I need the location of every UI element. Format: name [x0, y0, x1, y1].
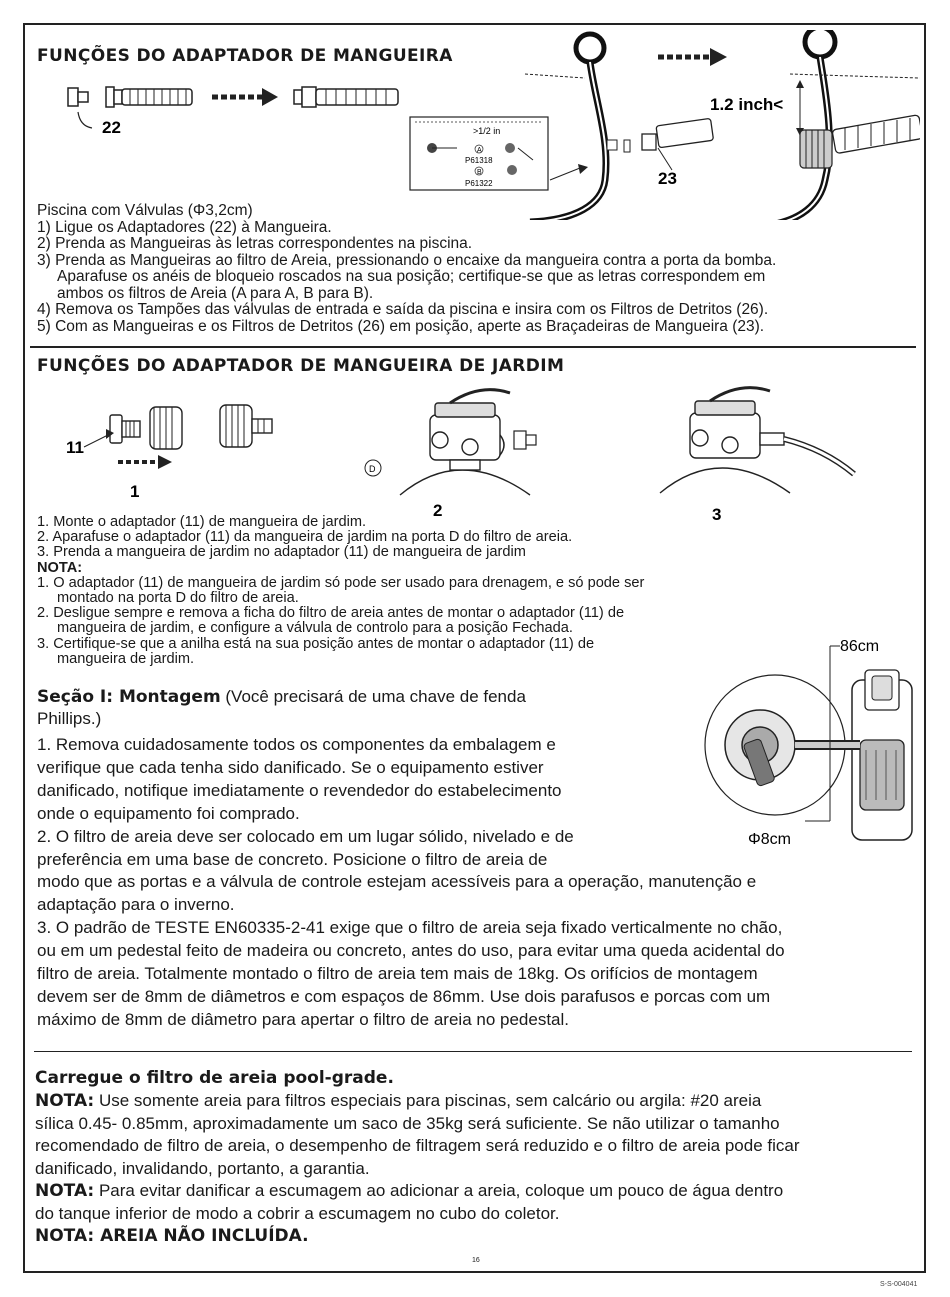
- svg-text:A: A: [477, 147, 482, 154]
- hose-clamp-icon: [642, 118, 714, 150]
- section3-title-note: (Você precisará de uma chave de fenda: [220, 687, 526, 706]
- sand-filter-valve-icon: [400, 390, 530, 495]
- hose-adapter-figure: [30, 30, 920, 220]
- svg-text:P61322: P61322: [465, 179, 493, 188]
- adapter-11-icon: [110, 407, 182, 449]
- label-23: 23: [658, 169, 677, 188]
- section2-title: FUNÇÕES DO ADAPTADOR DE MANGUEIRA DE JARDIM: [37, 356, 565, 376]
- svg-text:B: B: [477, 169, 482, 176]
- divider-2: [34, 1051, 912, 1052]
- label-22: 22: [102, 118, 121, 137]
- page-number: 16: [472, 1257, 480, 1264]
- dim-86cm: 86cm: [840, 638, 880, 655]
- section3-heading: Seção I: Montagem (Você precisará de uma chave de fenda Phillips.): [37, 687, 526, 728]
- adapter-assembled-icon: [220, 405, 272, 447]
- step-2-number: 2: [433, 501, 443, 520]
- mounting-diagram: [700, 630, 920, 860]
- label-11: 11: [66, 438, 84, 457]
- pool-wall-line: [525, 74, 585, 78]
- svg-text:P61318: P61318: [465, 156, 493, 165]
- step-3-number: 3: [712, 505, 722, 524]
- dim-8cm: Φ8cm: [748, 831, 791, 848]
- wall-fitting-icon: [800, 130, 832, 168]
- svg-text:D: D: [369, 464, 376, 474]
- section1-title: FUNÇÕES DO ADAPTADOR DE MANGUEIRA: [37, 46, 453, 66]
- document-code: S-S-004041: [880, 1281, 918, 1288]
- adapter-22-icon: [68, 87, 122, 107]
- garden-hose-figure: [30, 375, 890, 525]
- section4-title: Carregue o filtro de areia pool-grade.: [35, 1068, 394, 1088]
- sand-filter-hose-icon: [660, 388, 790, 493]
- svg-text:>1/2 in: >1/2 in: [473, 126, 501, 136]
- label-inch: 1.2 inch<: [710, 95, 784, 114]
- section3-text-narrow: 1. Remova cuidadosamente todos os componentes da embalagem e verifique que cada tenha sido danificado. Se o equipamento estiver danificado, notifique imediatamente o revendedor do estabelecimento onde o equipamento foi comprado. 2. O filtro de areia deve ser colocado em um lugar sólido, nivelado e de preferência em uma base de concreto. Posicione o filtro de areia de: [37, 735, 574, 869]
- hose-segment-icon: [122, 89, 192, 105]
- divider-1: [30, 346, 916, 348]
- assembled-hose-icon: [294, 87, 398, 107]
- section1-text: Piscina com Válvulas (Φ3,2cm) 1) Ligue os Adaptadores (22) à Mangueira. 2) Prenda as Mangueiras às letras correspondentes na piscina. 3) Prenda as Mangueiras ao filtro de Areia, pressionando o encaixe da mangueira contra a porta da bomba. Aparafuse os anéis de bloqueio roscados na sua posição; certifique-se que as letras correspondem em ambos os filtros de Areia (A para A, B para B). 4) Remova os Tampões das válvulas de entrada e saída da piscina e insira com os Filtros de Detritos (26). 5) Com as Mangueiras e os Filtros de Detritos (26) em posição, aperte as Braçadeiras de Mangueira (23).: [37, 202, 777, 335]
- step-1-number: 1: [130, 482, 140, 501]
- garden-hose-line: [784, 439, 854, 474]
- section3-title: Seção I: Montagem: [37, 687, 221, 707]
- section2-text: 1. Monte o adaptador (11) de mangueira de jardim. 2. Aparafuse o adaptador (11) da mangueira de jardim na porta D do filtro de areia. 3. Prenda a mangueira de jardim no adaptador (11) de mangueira de jardim NOTA: 1. O adaptador (11) de mangueira de jardim só pode ser usado para drenagem, e só pode ser montado na porta D do filtro de areia. 2. Desligue sempre e remova a ficha do filtro de areia antes de montar o adaptador (11) de mangueira de jardim, e configure a válvula de controlo para a posição Fechada. 3. Certifique-se que a anilha está na sua posição antes de montar o adaptador (11) de mangueira de jardim.: [37, 514, 645, 667]
- section3-text-wide: modo que as portas e a válvula de controle estejam acessíveis para a operação, manutenção e adaptação para o inverno. 3. O padrão de TESTE EN60335-2-41 exige que o filtro de areia seja fixado verticalmente no chão, ou em um pedestal feito de madeira ou concreto, antes do uso, para evitar uma queda acidental do filtro de areia. Totalmente montado o filtro de areia tem mais de 18kg. Os orifícios de montagem devem ser de 8mm de diâmetros e com espaços de 86mm. Use dois parafusos e porcas com um máximo de 8mm de diâmetro para apertar o filtro de areia no pedestal.: [37, 872, 785, 1029]
- section4-text: NOTA: Use somente areia para filtros especiais para piscinas, sem calcário ou argila: #20 areia sílica 0.45- 0.85mm, aproximadamente um saco de 35kg será suficiente. Se não utilizar o tamanho recomendado de filtro de areia, o desempenho de filtragem será reduzido e o filtro de areia pode ficar danificado, invalidando, portanto, a garantia. NOTA: Para evitar danificar a escumagem ao adicionar a areia, coloque um pouco de água dentro do tanque inferior de modo a cobrir a escumagem no cubo do coletor. NOTA: AREIA NÃO INCLUÍDA.: [35, 1091, 800, 1246]
